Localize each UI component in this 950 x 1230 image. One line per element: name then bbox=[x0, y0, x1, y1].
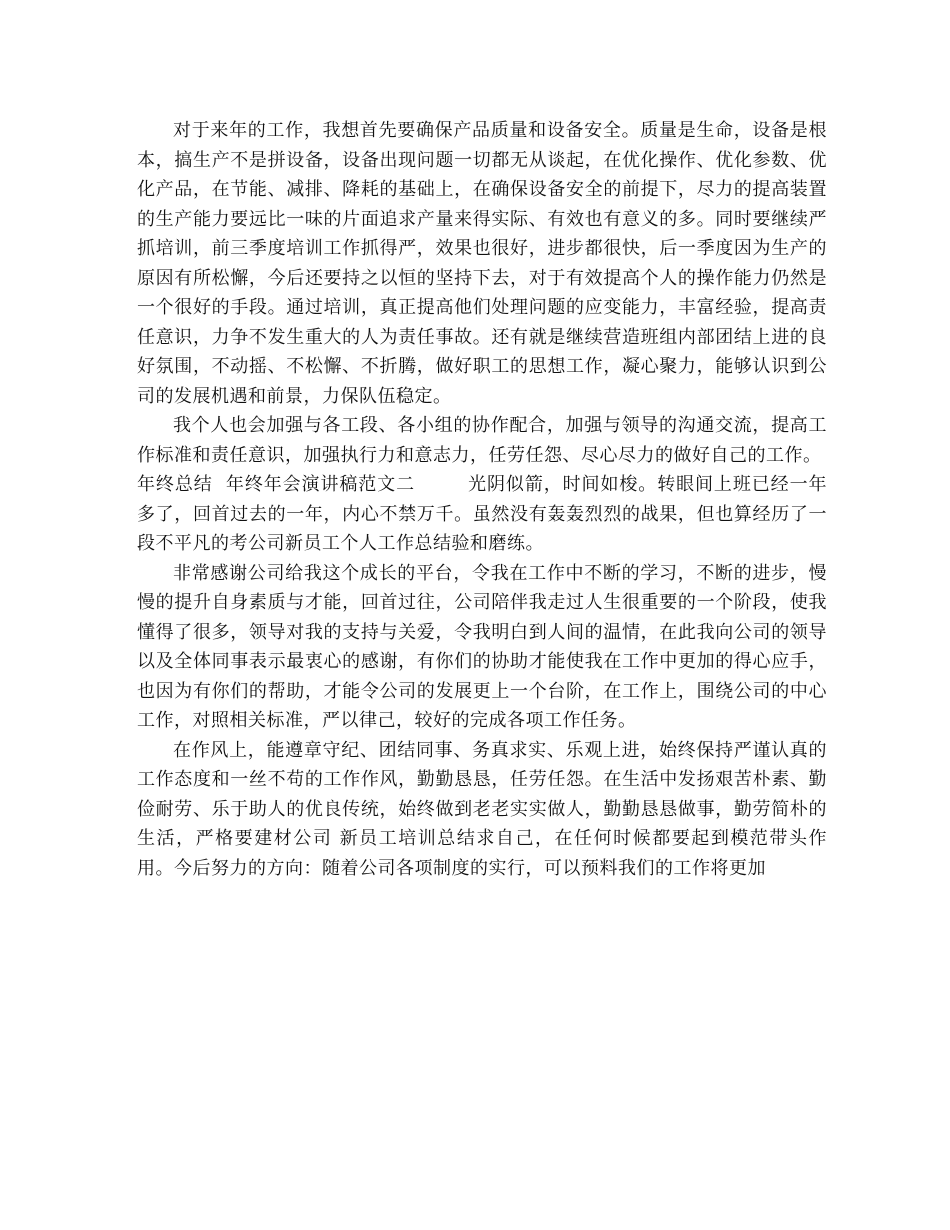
paragraph-4: 非常感谢公司给我这个成长的平台，令我在工作中不断的学习，不断的进步，慢慢的提升自身素质与才能，回首过往，公司陪伴我走过人生很重要的一个阶段，使我懂得了很多，领导对我的支持与关爱，令我明白到人间的温情，在此我向公司的领导以及全体同事表示最衷心的感谢，有你们的协助才能使我在工作中更加的得心应手，也因为有你们的帮助，才能令公司的发展更上一个台阶，在工作上，围绕公司的中心工作，对照相关标准，严以律己，较好的完成各项工作任务。 bbox=[137, 562, 827, 731]
paragraph-5: 在作风上，能遵章守纪、团结同事、务真求实、乐观上进，始终保持严谨认真的工作态度和一丝不苟的工作作风，勤勤恳恳，任劳任怨。在生活中发扬艰苦朴素、勤俭耐劳、乐于助人的优良传统，始终做到老老实实做人，勤勤恳恳做事，勤劳简朴的生活，严格要建材公司 新员工培训总结求自己，在任何时候都要起到模范带头作用。今后努力的方向：随着公司各项制度的实行，可以预料我们的工作将更加 bbox=[137, 739, 827, 879]
heading-gap bbox=[415, 474, 468, 495]
section-heading: 年终总结 年终年会演讲稿范文二 bbox=[137, 474, 416, 495]
document-body bbox=[137, 116, 827, 883]
paragraph-3 bbox=[137, 470, 827, 559]
paragraph-3-text: 光阴似箭，时间如梭。转眼间上班已经一年多了，回首过去的一年，内心不禁万千。虽然没有轰轰烈烈的战果，但也算经历了一段不平凡的考公司新员工个人工作总结验和磨练。 bbox=[137, 474, 827, 554]
paragraph-1: 对于来年的工作，我想首先要确保产品质量和设备安全。质量是生命，设备是根本，搞生产不是拼设备，设备出现问题一切都无从谈起，在优化操作、优化参数、优化产品，在节能、减排、降耗的基础上，在确保设备安全的前提下，尽力的提高装置的生产能力要远比一味的片面追求产量来得实际、有效也有意义的多。同时要继续严抓培训，前三季度培训工作抓得严，效果也很好，进步都很快，后一季度因为生产的原因有所松懈，今后还要持之以恒的坚持下去，对于有效提高个人的操作能力仍然是一个很好的手段。通过培训，真正提高他们处理问题的应变能力，丰富经验，提高责任意识，力争不发生重大的人为责任事故。还有就是继续营造班组内部团结上进的良好氛围，不动摇、不松懈、不折腾，做好职工的思想工作，凝心聚力，能够认识到公司的发展机遇和前景，力保队伍稳定。 bbox=[137, 120, 827, 407]
paragraph-2: 我个人也会加强与各工段、各小组的协作配合，加强与领导的沟通交流，提高工作标准和责任意识，加强执行力和意志力，任劳任怨、尽心尽力的做好自己的工作。 bbox=[137, 415, 827, 466]
